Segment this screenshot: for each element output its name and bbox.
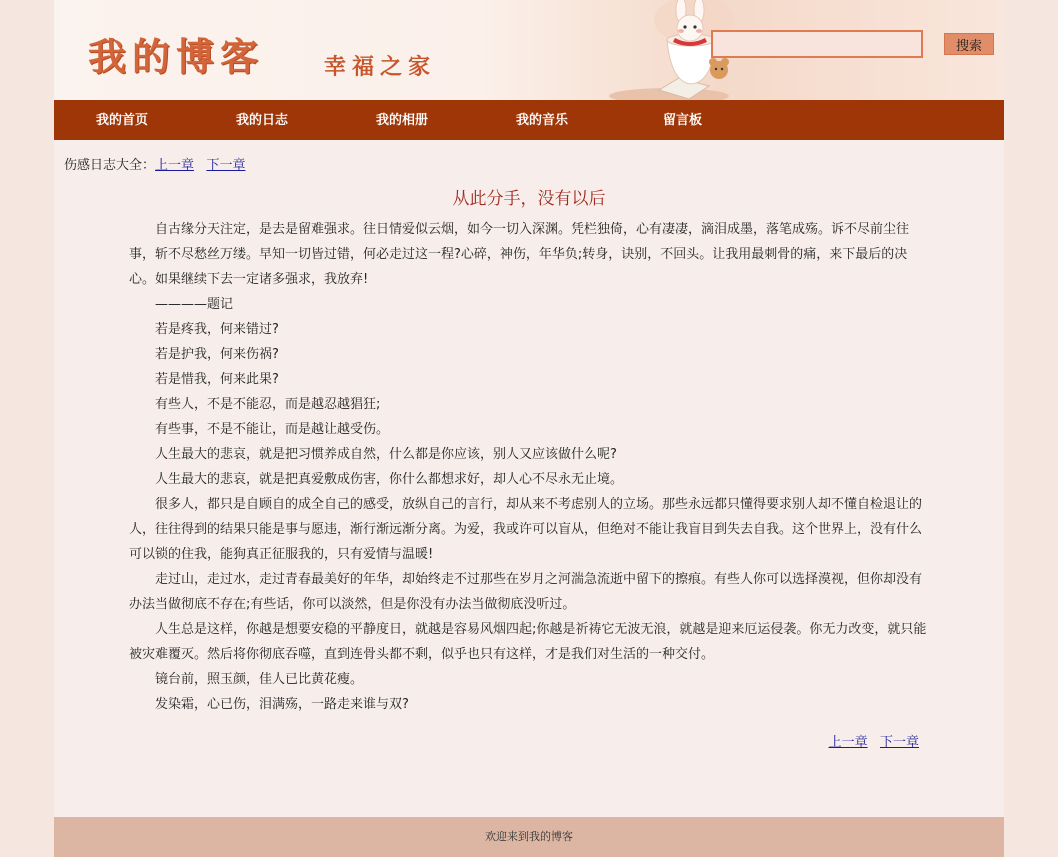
page	[54, 0, 1004, 857]
article-paragraph: 发染霜，心已伤，泪满殇，一路走来谁与双?	[155, 697, 409, 712]
nav-item-album[interactable]: 我的相册	[376, 113, 429, 128]
article-paragraph: 人生最大的悲哀，就是把习惯养成自然，什么都是你应该，别人又应该做什么呢?	[155, 447, 617, 462]
article-paragraph: 镜台前，照玉颜，佳人已比黄花瘦。	[155, 672, 364, 687]
header	[54, 0, 1004, 100]
article-paragraph: 自古缘分天注定，是去是留难强求。往日情爱似云烟，如今一切入深渊。凭栏独倚，心有凄凄，滴泪成墨，落笔成殇。诉不尽前尘往事，斩不尽愁丝万缕。早知一切皆过错，何必走过这一程?心碎，神伤，年华负;转身，诀别，不回头。让我用最刺骨的痛，来下最后的决心。如果继续下去一定诸多强求，我放弃!	[129, 222, 910, 287]
article-paragraph: 若是惜我，何来此果?	[155, 372, 279, 387]
footer	[54, 817, 1004, 857]
footer-text: 欢迎来到我的博客	[485, 830, 573, 843]
article-paragraph: 人生总是这样，你越是想要安稳的平静度日，就越是容易风烟四起;你越是祈祷它无波无浪，就越是迎来厄运侵袭。你无力改变，就只能被灾难覆灭。然后将你彻底吞噬，直到连骨头都不剩，似乎也只有这样，才是我们对生活的一种交付。	[129, 622, 927, 662]
article-paragraph: 有些事，不是不能让，而是越让越受伤。	[155, 422, 390, 437]
next-chapter-link-bottom[interactable]: 下一章	[879, 735, 919, 750]
article-paragraph: 很多人，都只是自顾自的成全自己的感受，放纵自己的言行，却从来不考虑别人的立场。那些永远都只懂得要求别人却不懂自检退让的人，往往得到的结果只能是事与愿违，渐行渐远渐分离。为爱，我或许可以盲从，但绝对不能让我盲目到失去自我。这个世界上，没有什么可以锁的住我，能狗真正征服我的，只有爱情与温暖!	[129, 497, 923, 562]
breadcrumb-label: 伤感日志大全：	[64, 158, 156, 173]
next-chapter-link-top[interactable]: 下一章	[206, 158, 246, 173]
prev-chapter-link-bottom[interactable]: 上一章	[828, 735, 868, 750]
article-paragraph: 若是护我，何来伤祸?	[155, 347, 279, 362]
main-nav	[54, 100, 1004, 140]
site-subtitle: 幸福之家	[324, 54, 437, 80]
article-title: 从此分手，没有以后	[452, 189, 606, 209]
breadcrumb	[64, 154, 245, 173]
article-paragraph: ————题记	[155, 297, 234, 312]
search-input[interactable]	[711, 30, 923, 58]
article-paragraph: 人生最大的悲哀，就是把真爱敷成伤害，你什么都想求好，却人心不尽永无止境。	[155, 472, 624, 487]
article-body	[129, 217, 929, 717]
prev-chapter-link-top[interactable]: 上一章	[155, 158, 195, 173]
site-logo[interactable]: 我的博客	[88, 34, 265, 79]
article-paragraph: 走过山，走过水，走过青春最美好的年华，却始终走不过那些在岁月之河湍急流逝中留下的擦痕。有些人你可以选择漠视，但你却没有办法当做彻底不存在;有些话，你可以淡然，但是你没有办法当做彻底没听过。	[129, 572, 923, 612]
article-paragraph: 若是疼我，何来错过?	[155, 322, 279, 337]
nav-item-home[interactable]: 我的首页	[96, 113, 149, 128]
nav-item-music[interactable]: 我的音乐	[516, 113, 569, 128]
nav-item-diary[interactable]: 我的日志	[236, 113, 289, 128]
nav-item-guestbook[interactable]: 留言板	[663, 113, 703, 128]
article-paragraph: 有些人，不是不能忍，而是越忍越猖狂;	[155, 397, 381, 412]
chapter-nav-bottom	[829, 731, 919, 750]
search-button[interactable]: 搜索	[944, 33, 994, 55]
